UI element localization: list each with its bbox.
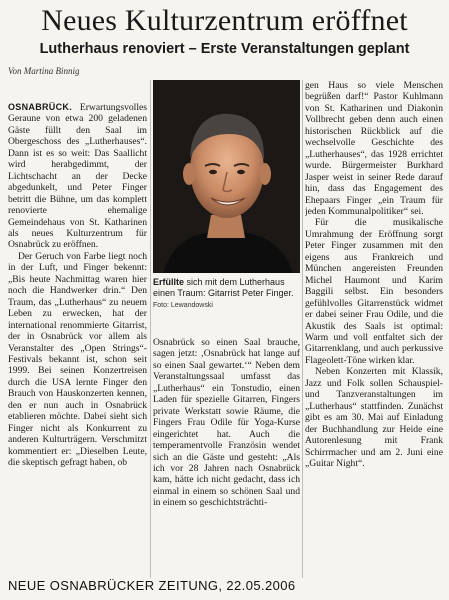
article-paragraph: Neben Konzerten mit Klassik, Jazz und Folk sollen Schauspiel- und Tanzveranstaltungen im „Lutherhaus“ stattfinden. Zunächst gibt es am 30. Mai auf Einladung der Buchhandlung zur Heide eine Autorenlesung mit Frank Schirrmacher und am 2. Juni eine „Guitar Night“. — [305, 366, 443, 469]
source-footer: NEUE OSNABRÜCKER ZEITUNG, 22.05.2006 — [8, 578, 296, 593]
paragraph-text: Erwartungsvolles Geraune von etwa 200 geladenen Gäste füllt den Saal im Obergeschoss des „Lutherhauses“. Dann ist es so weit: Das Saallicht wird herabgedimmt, der Lichtschacht an der Decke abgedunkelt, und Peter Finger betritt die Bühne, um das komplett renovierte ehemalige Gemeindehaus von St. Katharinen als neues Kulturzentrum für Osnabrück zu eröffnen. — [8, 102, 147, 251]
article-paragraph — [8, 102, 147, 251]
column-divider — [150, 80, 151, 578]
headline: Neues Kulturzentrum eröffnet — [41, 4, 408, 37]
caption-text: sich mit dem Lutherhaus einen Traum: Gitarrist Peter Finger. — [153, 277, 294, 298]
portrait-illustration — [153, 80, 300, 273]
article-column-1 — [8, 102, 147, 580]
column-divider — [302, 80, 303, 578]
portrait-photo — [153, 80, 300, 273]
article-paragraph: gen Haus so viele Menschen begrüßen darf!“ Pastor Kuhlmann von St. Katharinen und Diakonin Vollbrecht geben denn auch einen historischen Rückblick auf die wechselvolle Geschichte des „Lutherhauses“, das 1928 errichtet wurde. Bürgermeister Burkhard Jasper weist in seiner Rede darauf hin, dass das Engagement des Ehepaars Finger „ein Traum für jeden Kommunalpolitiker“ sei. — [305, 80, 443, 217]
subheadline: Lutherhaus renoviert – Erste Veranstaltungen geplant — [39, 41, 410, 57]
article-paragraph: Für die musikalische Umrahmung der Eröffnung sorgt Peter Finger zusammen mit den eigens aus Frankreich und München angereisten Freunden Michel Haumont und Karim Baggili selbst. Ein besonders gefühlvolles Gitarrenstück widmet er dabei seiner Frau Odile, und die Akustik des Saals ist optimal: Warm und voll entfaltet sich der Gitarrenklang, und auch perkussive Flageolett-Töne wirken klar. — [305, 217, 443, 366]
photo-credit: Foto: Lewandowski — [153, 302, 213, 309]
article-column-3 — [305, 80, 443, 580]
byline: Von Martina Binnig — [8, 66, 80, 76]
photo-caption — [153, 277, 300, 311]
article-column-2 — [153, 337, 300, 580]
dateline: OSNABRÜCK. — [8, 102, 73, 112]
caption-lead: Erfüllte — [153, 277, 185, 287]
article-paragraph: Der Geruch von Farbe liegt noch in der Luft, und Finger bekennt: „Bis heute Nachmittag waren hier noch die Handwerker drin.“ Den Traum, das „Lutherhaus“ zu neuem Leben zu erwecken, hat der international renommierte Gitarrist, der in Osnabrück vor allem als Veranstalter des „Open Strings“-Festivals bekannt ist, schon seit 1999. Bei seinen Konzertreisen durch die USA lernte Finger den Brauch von Hauskonzerten kennen, den er nun auch in Osnabrück etablieren möchte. Dabei sieht sich Finger nicht als Konkurrent zu anderen Kulturträgern. Verschmitzt kommentiert er: „Dieselben Leute, die skeptisch gefragt haben, ob — [8, 250, 147, 469]
article-paragraph: Osnabrück so einen Saal brauche, sagen jetzt: ‚Osnabrück hat lange auf so einen Saal gewartet.‘“ Neben dem Veranstaltungssaal umfasst das „Lutherhaus“ ein Tonstudio, einen Laden für spezielle Gitarren, Fingers private Werkstatt sowie Räume, die Fingers Frau Odile für Yoga-Kurse eingerichtet hat. Auch die temperamentvolle Französin wendet sich an die Gäste und gesteht: „Als ich vor 28 Jahren nach Osnabrück kam, hätte ich nicht gedacht, dass ich einmal in einem so schönen Saal und in einem so geschichtsträchti- — [153, 337, 300, 509]
